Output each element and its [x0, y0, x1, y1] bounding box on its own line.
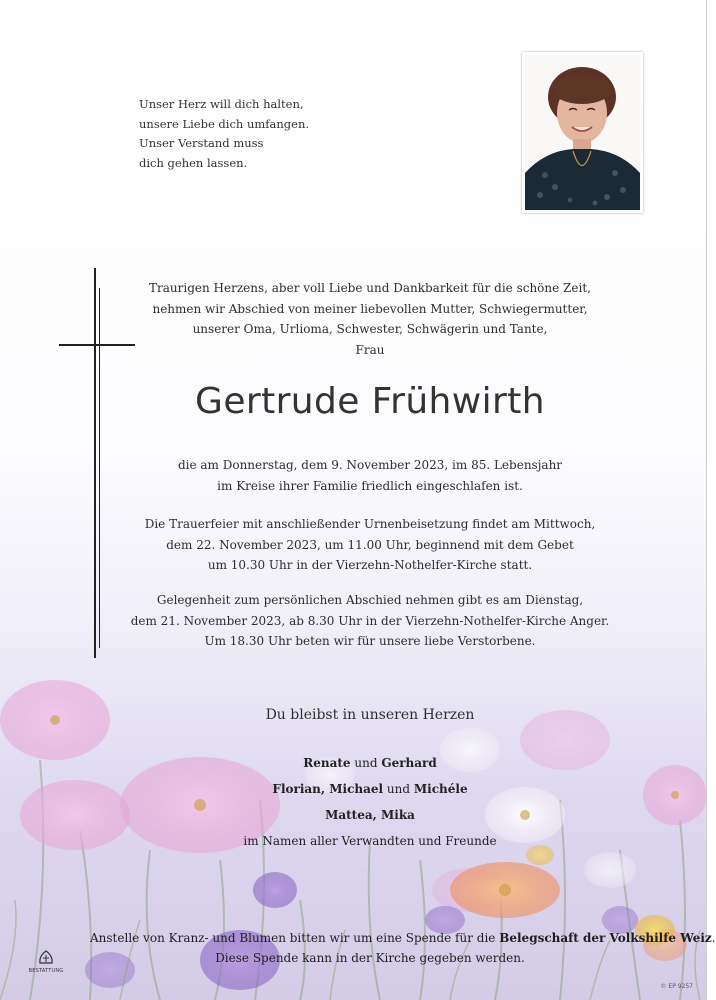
poem-line: unsere Liebe dich umfangen.: [139, 116, 310, 131]
portrait-image: [525, 55, 640, 210]
family-name: Gerhard: [381, 756, 437, 770]
donation-recipient: Belegschaft der Volkshilfe Weiz: [499, 931, 712, 945]
document-code: © EP 9257: [660, 983, 693, 990]
death-notice: [130, 455, 610, 496]
intro-text: [130, 278, 610, 360]
family-conjunction: und: [383, 782, 414, 796]
poem: [139, 95, 359, 173]
family-line: Mattea, Mika: [325, 808, 415, 822]
intro-line: nehmen wir Abschied von meiner liebevollen Mutter, Schwiegermutter,: [152, 301, 588, 316]
donation-line: [90, 928, 716, 948]
farewell-line: Gelegenheit zum persönlichen Abschied nehmen gibt es am Dienstag,: [156, 593, 584, 607]
funeral-line: um 10.30 Uhr in der Vierzehn-Nothelfer-Kirche statt.: [207, 558, 533, 572]
poem-line: Unser Herz will dich halten,: [139, 97, 304, 111]
intro-line: Traurigen Herzens, aber voll Liebe und Dankbarkeit für die schöne Zeit,: [149, 281, 591, 295]
donation-text-end: .: [711, 931, 716, 945]
logo-icon: [37, 950, 55, 964]
family-list: [130, 750, 610, 854]
deceased-name: Gertrude Frühwirth: [195, 381, 545, 422]
donation-note: [90, 928, 716, 968]
family-name: Michéle: [413, 782, 468, 796]
logo-text: BESTATTUNG: [28, 968, 64, 974]
farewell-line: Um 18.30 Uhr beten wir für unsere liebe Verstorbene.: [204, 634, 536, 648]
cross-icon: [59, 268, 135, 658]
family-name: Florian, Michael: [272, 782, 384, 796]
poem-line: Unser Verstand muss: [139, 136, 264, 150]
family-conjunction: und: [350, 756, 382, 770]
remember-heading: Du bleibst in unseren Herzen: [265, 707, 475, 723]
funeral-home-logo: [24, 949, 68, 974]
funeral-info: [130, 514, 610, 576]
family-name: Renate: [303, 756, 351, 770]
funeral-line: dem 22. November 2023, um 11.00 Uhr, beginnend mit dem Gebet: [166, 537, 574, 552]
death-notice-line: im Kreise ihrer Familie friedlich eingeschlafen ist.: [217, 478, 523, 493]
poem-line: dich gehen lassen.: [139, 155, 248, 170]
donation-text: Anstelle von Kranz- und Blumen bitten wir um eine Spende für die: [90, 931, 500, 945]
family-line: im Namen aller Verwandten und Freunde: [243, 834, 497, 848]
funeral-line: Die Trauerfeier mit anschließender Urnenbeisetzung findet am Mittwoch,: [144, 517, 596, 531]
donation-line: Diese Spende kann in der Kirche gegeben werden.: [215, 951, 525, 965]
death-notice-line: die am Donnerstag, dem 9. November 2023, im 85. Lebensjahr: [177, 458, 563, 472]
intro-line: Frau: [355, 342, 385, 357]
portrait-photo: [522, 52, 643, 213]
farewell-info: [130, 590, 610, 652]
farewell-line: dem 21. November 2023, ab 8.30 Uhr in der Vierzehn-Nothelfer-Kirche Anger.: [130, 613, 610, 628]
intro-line: unserer Oma, Urlioma, Schwester, Schwägerin und Tante,: [192, 322, 548, 336]
family-line: [130, 750, 610, 776]
family-line: [130, 776, 610, 802]
